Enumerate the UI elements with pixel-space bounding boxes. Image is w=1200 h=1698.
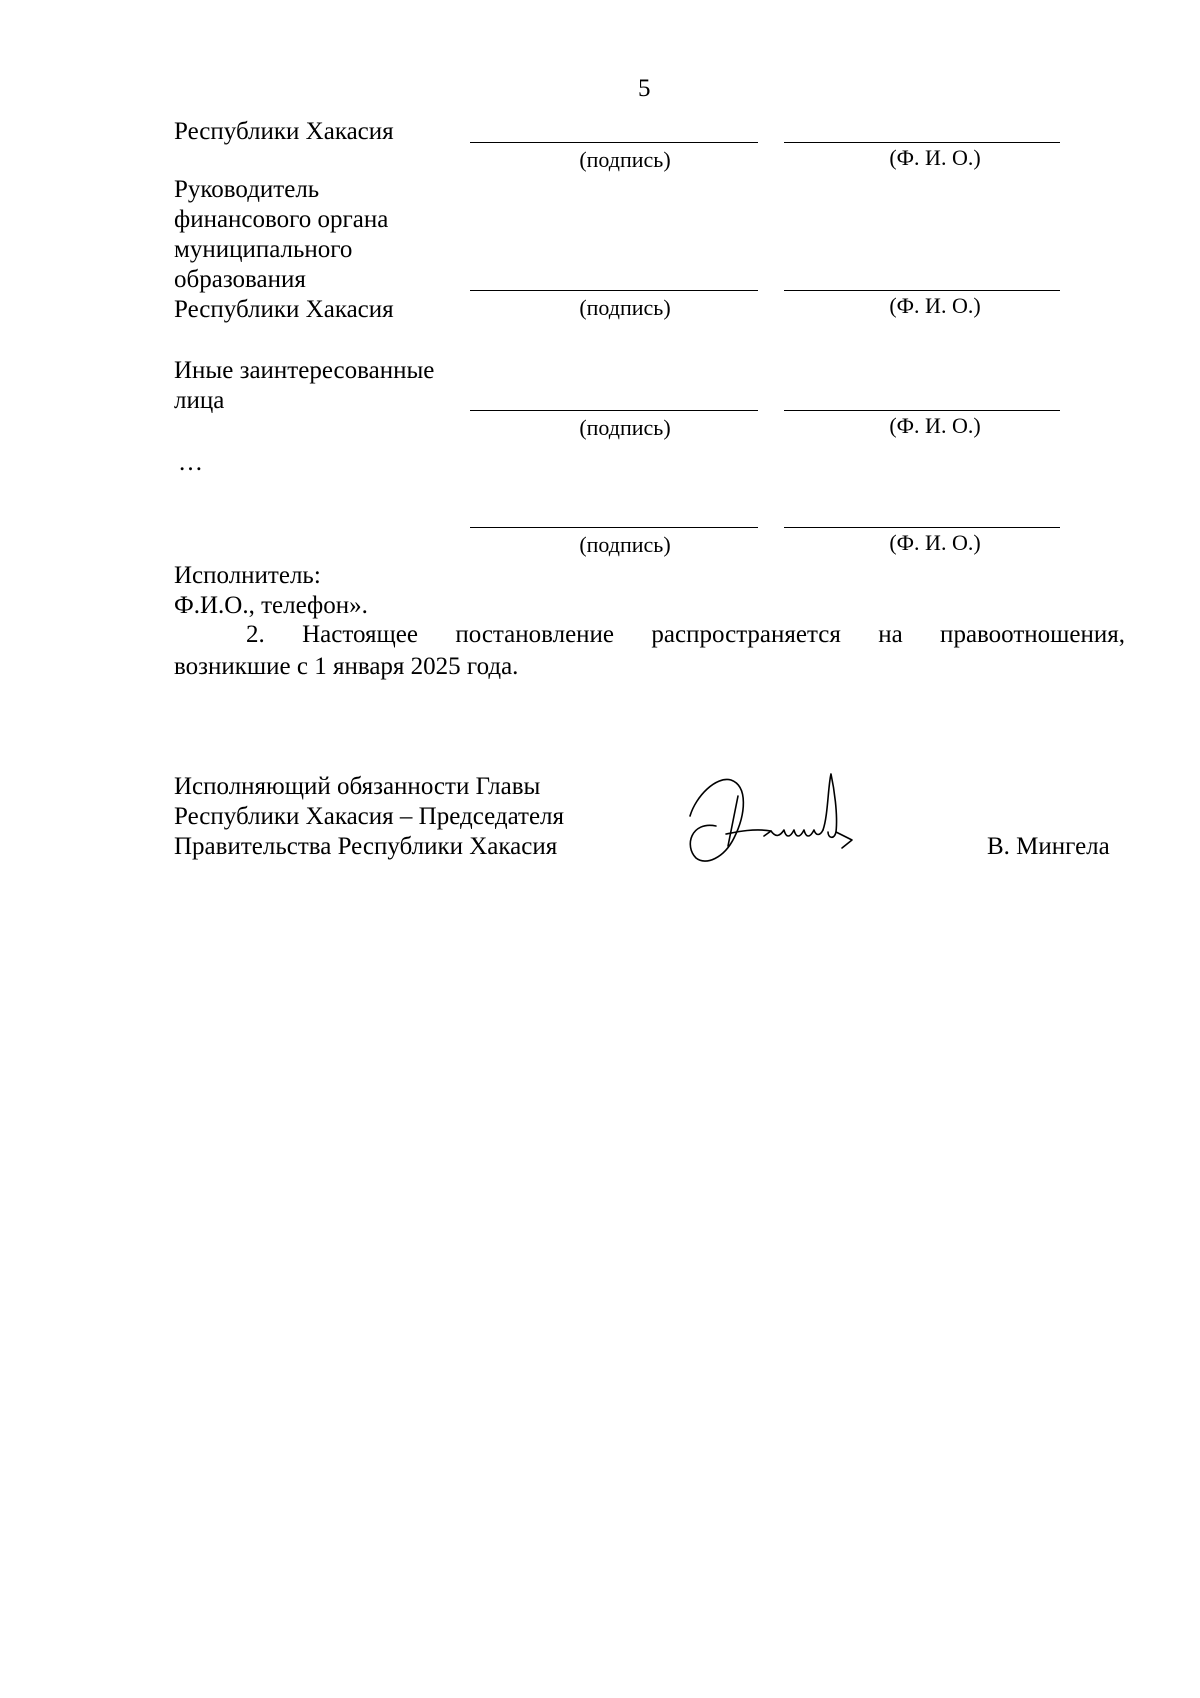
block-2-label-line-3: муниципального	[174, 236, 353, 263]
name-line	[784, 527, 1060, 528]
name-caption: (Ф. И. О.)	[889, 530, 981, 555]
block-3-label-line-1: Иные заинтересованные	[174, 357, 435, 384]
signatory-name: В. Мингела	[987, 833, 1110, 860]
signature-line	[470, 410, 758, 411]
block-2-label-line-2: финансового органа	[174, 206, 389, 233]
signature-line	[470, 290, 758, 291]
signatory-title-line-2: Республики Хакасия – Председателя	[174, 803, 565, 830]
signatory-title-line-1: Исполняющий обязанности Главы	[174, 773, 541, 800]
signature-line	[470, 142, 758, 143]
block-1-label-line-1: Республики Хакасия	[174, 118, 394, 145]
name-line	[784, 142, 1060, 143]
signature-caption: (подпись)	[579, 147, 671, 172]
block-2-label-line-5: Республики Хакасия	[174, 296, 394, 323]
executor-value: Ф.И.О., телефон».	[174, 592, 368, 619]
name-caption: (Ф. И. О.)	[889, 145, 981, 170]
paragraph-2-line-1	[174, 620, 1125, 650]
signature-caption: (подпись)	[579, 415, 671, 440]
executor-label: Исполнитель:	[174, 562, 321, 589]
block-3-label-line-2: лица	[174, 387, 225, 414]
block-2-label-line-1: Руководитель	[174, 176, 320, 203]
handwritten-signature	[676, 766, 886, 876]
signatory-title-line-3: Правительства Республики Хакасия	[174, 833, 558, 860]
signature-caption: (подпись)	[579, 295, 671, 320]
name-line	[784, 410, 1060, 411]
name-caption: (Ф. И. О.)	[889, 413, 981, 438]
name-line	[784, 290, 1060, 291]
signature-line	[470, 527, 758, 528]
paragraph-2-line-2: возникшие с 1 января 2025 года.	[174, 653, 519, 680]
block-4-ellipsis: …	[178, 449, 203, 476]
block-2-label-line-4: образования	[174, 266, 306, 293]
signature-caption: (подпись)	[579, 532, 671, 557]
page-number: 5	[638, 75, 651, 102]
paragraph-2-text-1: 2. Настоящее постановление распространяется на правоотношения,	[246, 621, 1125, 648]
name-caption: (Ф. И. О.)	[889, 293, 981, 318]
